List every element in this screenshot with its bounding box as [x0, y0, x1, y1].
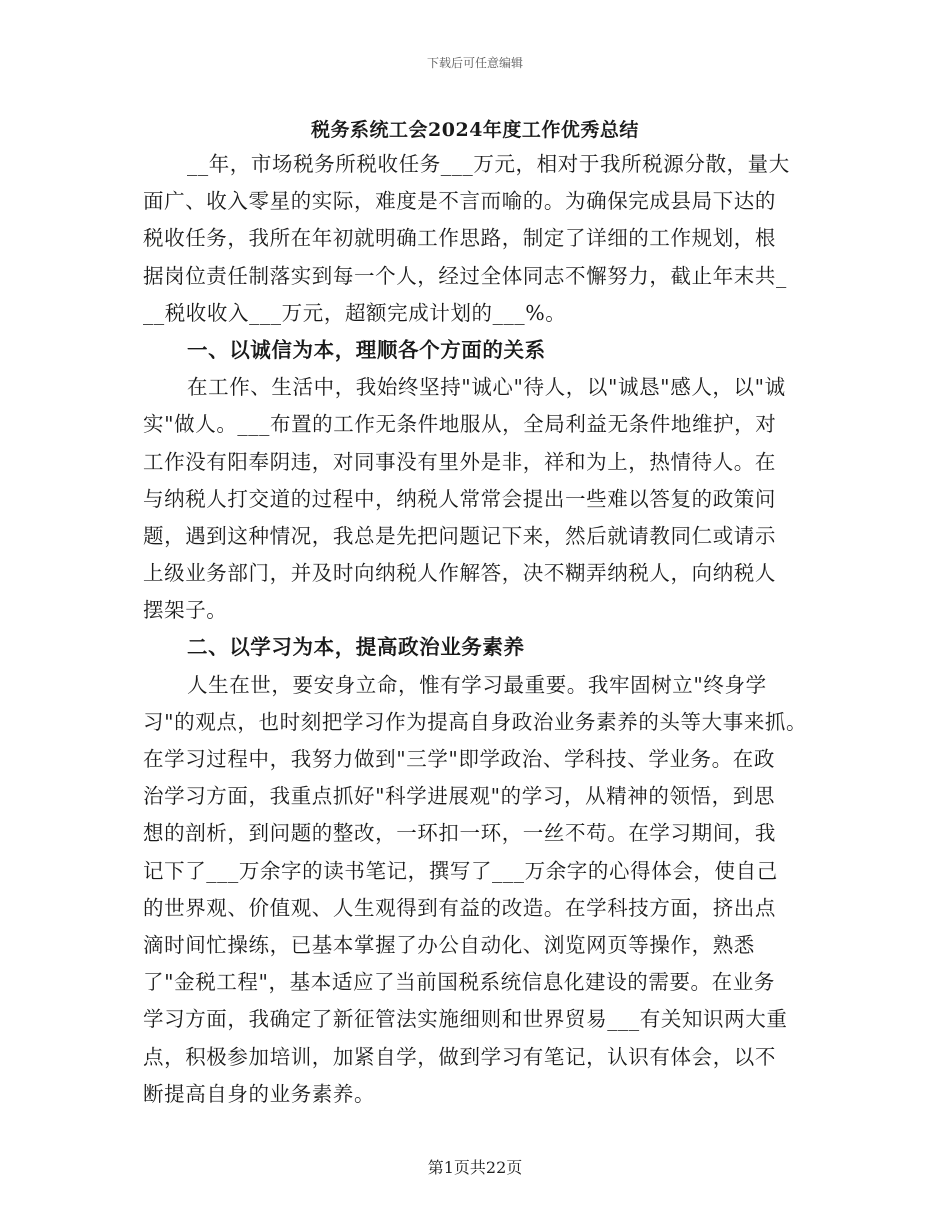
paragraph-line: 的世界观、价值观、人生观得到有益的改造。在学科技方面，挤出点 — [143, 895, 776, 920]
paragraph-line: 摆架子。 — [143, 598, 228, 623]
paragraph-line: 与纳税人打交道的过程中，纳税人常常会提出一些难以答复的政策问 — [143, 486, 776, 511]
paragraph-line: 在工作、生活中，我始终坚持"诚心"待人，以"诚恳"感人，以"诚 — [187, 375, 786, 400]
document-title: 税务系统工会2024年度工作优秀总结 — [311, 119, 639, 141]
paragraph-line: 据岗位责任制落实到每一个人，经过全体同志不懈努力，截止年末共_ — [143, 263, 787, 288]
section-heading: 二、以学习为本，提高政治业务素养 — [187, 635, 525, 660]
paragraph-line: __税收收入___万元，超额完成计划的___%。 — [143, 300, 567, 325]
paragraph-line: 滴时间忙操练，已基本掌握了办公自动化、浏览网页等操作，熟悉 — [143, 932, 755, 957]
paragraph-line: 上级业务部门，并及时向纳税人作解答，决不糊弄纳税人，向纳税人 — [143, 561, 776, 586]
paragraph-line: 在学习过程中，我努力做到"三学"即学政治、学科技、学业务。在政 — [143, 747, 775, 771]
paragraph-line: 断提高自身的业务素养。 — [143, 1081, 376, 1106]
paragraph-line: 工作没有阳奉阴违，对同事没有里外是非，祥和为上，热情待人。在 — [143, 449, 776, 474]
section-heading: 一、以诚信为本，理顺各个方面的关系 — [187, 337, 546, 362]
paragraph-line: 学习方面，我确定了新征管法实施细则和世界贸易___有关知识两大重 — [143, 1007, 788, 1032]
paragraph-line: 了"金税工程"，基本适应了当前国税系统信息化建设的需要。在业务 — [143, 970, 775, 995]
paragraph-line: 记下了___万余字的读书笔记，撰写了___万余字的心得体会，使自己 — [143, 858, 778, 883]
paragraph-line: 人生在世，要安身立命，惟有学习最重要。我牢固树立"终身学 — [187, 672, 767, 697]
paragraph-line: 点，积极参加培训，加紧自学，做到学习有笔记，认识有体会，以不 — [143, 1044, 776, 1069]
paragraph-line: 实"做人。___布置的工作无条件地服从，全局利益无条件地维护，对 — [143, 412, 777, 437]
paragraph-line: __年，市场税务所税收任务___万元，相对于我所税源分散，量大 — [187, 152, 790, 176]
paragraph-line: 面广、收入零星的实际，难度是不言而喻的。为确保完成县局下达的 — [143, 189, 776, 214]
page-footer: 第1页共22页 — [427, 1158, 523, 1177]
paragraph-line: 税收任务，我所在年初就明确工作思路，制定了详细的工作规划，根 — [143, 226, 776, 251]
document-body — [143, 146, 807, 1113]
paragraph-line: 治学习方面，我重点抓好"科学进展观"的学习，从精神的领悟，到思 — [143, 784, 775, 809]
paragraph-line: 想的剖析，到问题的整改，一环扣一环，一丝不苟。在学习期间，我 — [143, 821, 776, 846]
header-note: 下载后可任意编辑 — [426, 56, 523, 70]
paragraph-line: 题，遇到这种情况，我总是先把问题记下来，然后就请教同仁或请示 — [143, 523, 776, 548]
paragraph-line: 习"的观点，也时刻把学习作为提高自身政治业务素养的头等大事来抓。 — [143, 709, 807, 734]
